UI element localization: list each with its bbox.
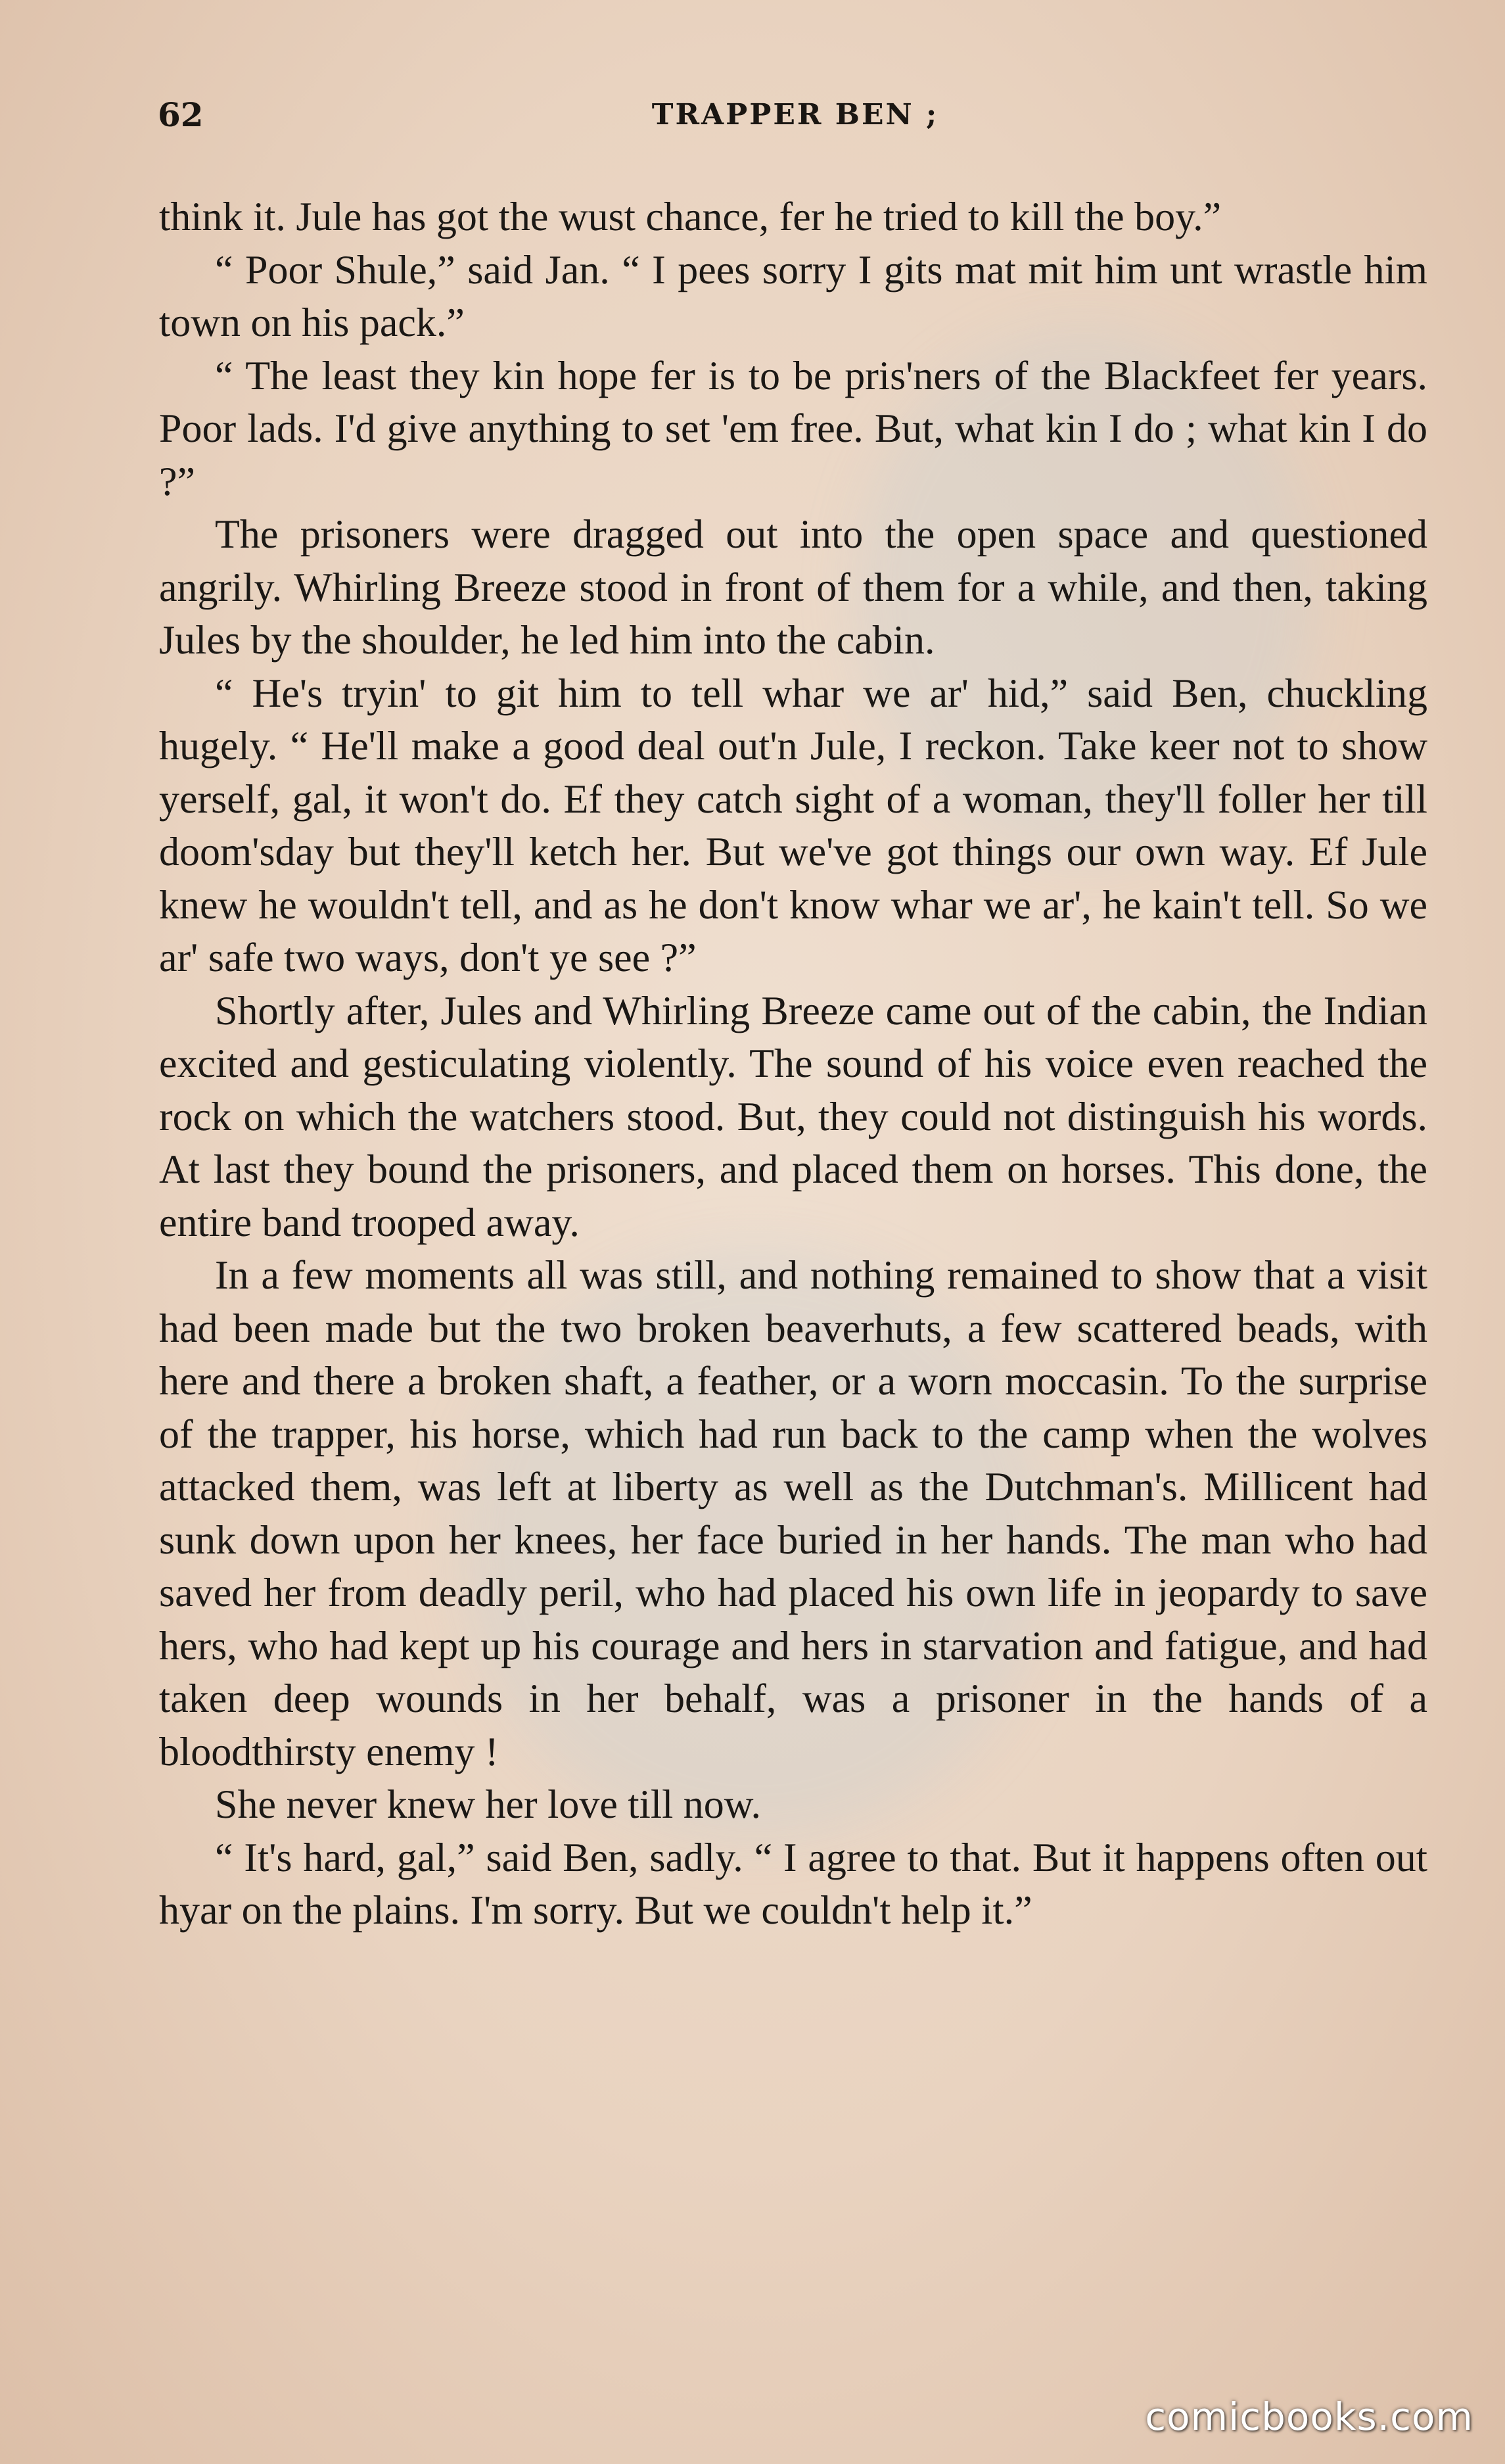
page-number: 62 xyxy=(158,95,204,134)
page-header xyxy=(158,95,1433,148)
paragraph: In a few moments all was still, and nothing remained to show that a visit had been made but the two broken beaverhuts, a few scattered beads, with here and there a broken shaft, a feather, or a worn moccasin. To the surprise of the trapper, his horse, which had run back to the camp when the wolves attacked them, was left at liberty as well as the Dutchman's. Millicent had sunk down upon her knees, her face buried in her hands. The man who had saved her from deadly peril, who had placed his own life in jeopardy to save hers, who had kept up his courage and hers in starvation and fatigue, and had taken deep wounds in her behalf, was a prisoner in the hands of a bloodthirsty enemy ! xyxy=(159,1253,1427,1774)
paragraph: “ The least they kin hope fer is to be pris'ners of the Blackfeet fer years. Poor lads. I'd give anything to set 'em free. But, what kin I do ; what kin I do ?” xyxy=(159,353,1427,504)
paragraph: “ It's hard, gal,” said Ben, sadly. “ I agree to that. But it happens often out hyar on the plains. I'm sorry. But we couldn't help it.” xyxy=(159,1835,1427,1933)
paragraph: The prisoners were dragged out into the open space and questioned angrily. Whirling Breeze stood in front of them for a while, and then, taking Jules by the shoulder, he led him into the cabin. xyxy=(159,512,1427,663)
paragraph: She never knew her love till now. xyxy=(215,1782,762,1827)
paragraph: “ Poor Shule,” said Jan. “ I pees sorry I gits mat mit him unt wrastle him town on his pack.” xyxy=(159,247,1427,345)
paragraph: “ He's tryin' to git him to tell whar we ar' hid,” said Ben, chuckling hugely. “ He'll make a good deal out'n Jule, I reckon. Take keer not to show yerself, gal, it won't do. Ef they catch sight of a woman, they'll foller her till doom'sday but they'll ketch her. But we've got things our own way. Ef Jule knew he wouldn't tell, and as he don't know whar we ar', he kain't tell. So we ar' safe two ways, don't ye see ?” xyxy=(159,671,1427,980)
paragraph: think it. Jule has got the wust chance, fer he tried to kill the boy.” xyxy=(159,195,1222,239)
watermark: comicbooks.com xyxy=(1145,2394,1473,2439)
body-text xyxy=(159,191,1427,1937)
paragraph: Shortly after, Jules and Whirling Breeze came out of the cabin, the Indian excited and gesticulating violently. The sound of his voice even reached the rock on which the watchers stood. But, they could not distinguish his words. At last they bound the prisoners, and placed them on horses. This done, the entire band trooped away. xyxy=(159,988,1427,1245)
running-head: TRAPPER BEN ; xyxy=(651,98,939,131)
